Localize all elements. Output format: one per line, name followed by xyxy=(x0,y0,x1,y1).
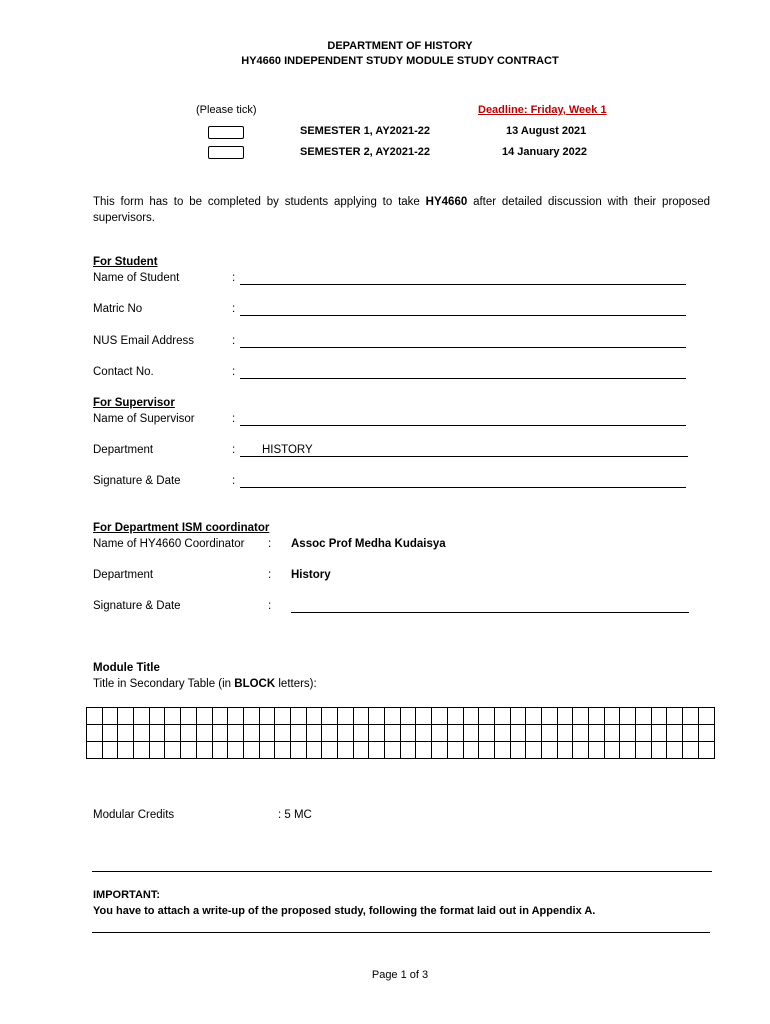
module-title-instruction xyxy=(93,678,317,690)
title-letter-cell[interactable] xyxy=(479,742,495,759)
semester-2-label: SEMESTER 2, AY2021-22 xyxy=(300,146,431,158)
title-letter-cell[interactable] xyxy=(181,742,197,759)
title-letter-cell[interactable] xyxy=(400,725,416,742)
title-letter-cell[interactable] xyxy=(196,708,212,725)
title-letter-cell[interactable] xyxy=(290,742,306,759)
title-letter-cell[interactable] xyxy=(338,742,354,759)
intro-module-code: HY4660 xyxy=(425,196,468,208)
title-letter-cell[interactable] xyxy=(573,708,589,725)
title-letter-cell[interactable] xyxy=(604,725,620,742)
title-letter-cell[interactable] xyxy=(165,708,181,725)
title-letter-cell[interactable] xyxy=(416,708,432,725)
supervisor-name-field[interactable] xyxy=(240,425,686,426)
title-letter-cell[interactable] xyxy=(306,708,322,725)
title-letter-cell[interactable] xyxy=(165,742,181,759)
title-letter-cell[interactable] xyxy=(353,708,369,725)
title-letter-cell[interactable] xyxy=(667,725,683,742)
semester-1-date: 13 August 2021 xyxy=(506,125,587,137)
title-letter-cell[interactable] xyxy=(181,725,197,742)
coordinator-name-value: Assoc Prof Medha Kudaisya xyxy=(291,538,446,550)
title-letter-cell[interactable] xyxy=(259,725,275,742)
title-letter-cell[interactable] xyxy=(196,725,212,742)
colon: : xyxy=(268,600,272,612)
title-letter-cell[interactable] xyxy=(149,725,165,742)
title-letter-cell[interactable] xyxy=(463,742,479,759)
coordinator-department-value: History xyxy=(291,569,331,581)
title-letter-cell[interactable] xyxy=(479,708,495,725)
title-letter-cell[interactable] xyxy=(573,725,589,742)
title-letter-cell[interactable] xyxy=(557,725,573,742)
title-letter-cell[interactable] xyxy=(416,742,432,759)
title-letter-cell[interactable] xyxy=(353,742,369,759)
title-letter-cell[interactable] xyxy=(212,742,228,759)
semester-1-label: SEMESTER 1, AY2021-22 xyxy=(300,125,431,137)
title-letter-cell[interactable] xyxy=(494,725,510,742)
page-number: Page 1 of 3 xyxy=(371,969,429,981)
title-letter-cell[interactable] xyxy=(683,725,699,742)
title-letter-cell[interactable] xyxy=(447,708,463,725)
important-text: You have to attach a write-up of the proposed study, following the format laid out in Appendix A. xyxy=(93,905,596,917)
title-letter-cell[interactable] xyxy=(683,708,699,725)
title-letter-cell[interactable] xyxy=(494,708,510,725)
colon: : xyxy=(232,444,236,456)
coordinator-heading: For Department ISM coordinator xyxy=(93,522,270,534)
title-letter-cell[interactable] xyxy=(589,708,605,725)
title-letter-cell[interactable] xyxy=(275,742,291,759)
supervisor-signature-label: Signature & Date xyxy=(93,475,181,487)
title-letter-cell[interactable] xyxy=(322,742,338,759)
title-letter-cell[interactable] xyxy=(338,725,354,742)
supervisor-signature-field[interactable] xyxy=(240,487,686,488)
title-letter-cell[interactable] xyxy=(149,742,165,759)
title-letter-cell[interactable] xyxy=(259,708,275,725)
title-letter-cell[interactable] xyxy=(134,742,150,759)
title-letter-cell[interactable] xyxy=(102,708,118,725)
title-letter-cell[interactable] xyxy=(243,725,259,742)
intro-text-before: This form has to be completed by students applying to take xyxy=(93,196,426,208)
intro-paragraph xyxy=(93,194,710,226)
title-letter-cell[interactable] xyxy=(557,708,573,725)
title-letter-cell[interactable] xyxy=(275,725,291,742)
title-letter-cell[interactable] xyxy=(494,742,510,759)
title-letter-cell[interactable] xyxy=(196,742,212,759)
title-letter-cell[interactable] xyxy=(651,725,667,742)
divider-bottom xyxy=(92,932,710,933)
title-letter-cell[interactable] xyxy=(636,708,652,725)
matric-no-label: Matric No xyxy=(93,303,143,315)
title-letter-cell[interactable] xyxy=(369,742,385,759)
title-letter-cell[interactable] xyxy=(400,708,416,725)
title-letter-cell[interactable] xyxy=(447,725,463,742)
email-label: NUS Email Address xyxy=(93,335,194,347)
coordinator-signature-label: Signature & Date xyxy=(93,600,181,612)
coordinator-name-label: Name of HY4660 Coordinator xyxy=(93,538,245,550)
title-letter-cell[interactable] xyxy=(181,708,197,725)
title-letter-cell[interactable] xyxy=(102,742,118,759)
coordinator-signature-field[interactable] xyxy=(291,612,689,613)
modular-credits-label: Modular Credits xyxy=(93,809,175,821)
title-letter-cell[interactable] xyxy=(369,725,385,742)
title-letter-cell[interactable] xyxy=(463,708,479,725)
title-letter-cell[interactable] xyxy=(651,708,667,725)
title-letter-cell[interactable] xyxy=(102,725,118,742)
title-letter-cell[interactable] xyxy=(212,708,228,725)
title-letter-cell[interactable] xyxy=(620,708,636,725)
title-letter-cell[interactable] xyxy=(541,742,557,759)
colon: : xyxy=(232,272,236,284)
title-letter-cell[interactable] xyxy=(134,708,150,725)
title-letter-cell[interactable] xyxy=(479,725,495,742)
title-letter-cell[interactable] xyxy=(228,725,244,742)
colon: : xyxy=(232,303,236,315)
title-letter-cell[interactable] xyxy=(385,742,401,759)
contact-no-field[interactable] xyxy=(240,378,686,379)
title-letter-cell[interactable] xyxy=(667,708,683,725)
divider-top xyxy=(92,871,712,872)
title-letter-cell[interactable] xyxy=(134,725,150,742)
title-letter-cell[interactable] xyxy=(651,742,667,759)
intro-text-after: after detailed discussion with their proposed supervisors. xyxy=(93,196,711,224)
colon: : xyxy=(232,335,236,347)
module-title-grid[interactable] xyxy=(86,707,715,759)
title-letter-cell[interactable] xyxy=(636,742,652,759)
supervisor-department-label: Department xyxy=(93,444,154,456)
title-letter-cell[interactable] xyxy=(510,708,526,725)
title-letter-cell[interactable] xyxy=(118,742,134,759)
title-letter-cell[interactable] xyxy=(604,708,620,725)
title-letter-cell[interactable] xyxy=(385,708,401,725)
title-letter-cell[interactable] xyxy=(620,742,636,759)
title-letter-cell[interactable] xyxy=(290,725,306,742)
deadline-label: Deadline: Friday, Week 1 xyxy=(478,104,607,116)
title-letter-cell[interactable] xyxy=(212,725,228,742)
semester-2-checkbox[interactable] xyxy=(208,146,244,159)
title-letter-cell[interactable] xyxy=(275,708,291,725)
title-letter-cell[interactable] xyxy=(385,725,401,742)
title-letter-cell[interactable] xyxy=(541,725,557,742)
title-letter-cell[interactable] xyxy=(432,742,448,759)
please-tick-label: (Please tick) xyxy=(196,104,257,116)
title-letter-cell[interactable] xyxy=(526,742,542,759)
title-letter-cell[interactable] xyxy=(589,725,605,742)
title-letter-cell[interactable] xyxy=(683,742,699,759)
title-letter-cell[interactable] xyxy=(165,725,181,742)
title-letter-cell[interactable] xyxy=(463,725,479,742)
coordinator-department-label: Department xyxy=(93,569,154,581)
title-letter-cell[interactable] xyxy=(322,708,338,725)
student-heading: For Student xyxy=(93,256,158,268)
colon: : xyxy=(232,475,236,487)
title-letter-cell[interactable] xyxy=(698,708,714,725)
title-letter-cell[interactable] xyxy=(369,708,385,725)
title-letter-cell[interactable] xyxy=(322,725,338,742)
email-field[interactable] xyxy=(240,347,686,348)
title-letter-cell[interactable] xyxy=(243,708,259,725)
title-letter-cell[interactable] xyxy=(243,742,259,759)
title-letter-cell[interactable] xyxy=(118,725,134,742)
title-letter-cell[interactable] xyxy=(118,708,134,725)
contact-no-label: Contact No. xyxy=(93,366,154,378)
matric-no-field[interactable] xyxy=(240,315,686,316)
title-letter-cell[interactable] xyxy=(447,742,463,759)
title-letter-cell[interactable] xyxy=(87,742,103,759)
supervisor-name-label: Name of Supervisor xyxy=(93,413,195,425)
title-letter-cell[interactable] xyxy=(620,725,636,742)
title-letter-cell[interactable] xyxy=(698,725,714,742)
colon: : xyxy=(232,413,236,425)
instruction-after: letters): xyxy=(275,678,317,690)
supervisor-department-value: HISTORY xyxy=(262,444,313,456)
modular-credits-value: : 5 MC xyxy=(278,809,312,821)
semester-1-checkbox[interactable] xyxy=(208,126,244,139)
header-line-2: HY4660 INDEPENDENT STUDY MODULE STUDY CONTRACT xyxy=(241,55,559,67)
title-letter-cell[interactable] xyxy=(259,742,275,759)
student-name-field[interactable] xyxy=(240,284,686,285)
title-letter-cell[interactable] xyxy=(290,708,306,725)
title-letter-cell[interactable] xyxy=(306,725,322,742)
title-letter-cell[interactable] xyxy=(432,708,448,725)
student-name-label: Name of Student xyxy=(93,272,180,284)
instruction-before: Title in Secondary Table (in xyxy=(93,678,235,690)
important-heading: IMPORTANT: xyxy=(93,889,161,901)
colon: : xyxy=(268,538,272,550)
colon: : xyxy=(268,569,272,581)
title-letter-cell[interactable] xyxy=(573,742,589,759)
title-letter-cell[interactable] xyxy=(589,742,605,759)
title-letter-cell[interactable] xyxy=(526,725,542,742)
title-letter-cell[interactable] xyxy=(604,742,620,759)
title-letter-cell[interactable] xyxy=(510,725,526,742)
title-letter-cell[interactable] xyxy=(510,742,526,759)
title-letter-cell[interactable] xyxy=(87,708,103,725)
title-letter-cell[interactable] xyxy=(228,708,244,725)
module-title-heading: Module Title xyxy=(93,662,160,674)
title-letter-cell[interactable] xyxy=(541,708,557,725)
title-letter-cell[interactable] xyxy=(353,725,369,742)
title-letter-cell[interactable] xyxy=(228,742,244,759)
semester-2-date: 14 January 2022 xyxy=(502,146,588,158)
colon: : xyxy=(232,366,236,378)
title-letter-cell[interactable] xyxy=(338,708,354,725)
title-letter-cell[interactable] xyxy=(557,742,573,759)
title-letter-cell[interactable] xyxy=(432,725,448,742)
title-letter-cell[interactable] xyxy=(149,708,165,725)
title-letter-cell[interactable] xyxy=(87,725,103,742)
supervisor-department-field[interactable] xyxy=(240,456,688,457)
title-letter-cell[interactable] xyxy=(698,742,714,759)
title-letter-cell[interactable] xyxy=(400,742,416,759)
title-letter-cell[interactable] xyxy=(526,708,542,725)
title-letter-cell[interactable] xyxy=(636,725,652,742)
instruction-block: BLOCK xyxy=(234,678,276,690)
supervisor-heading: For Supervisor xyxy=(93,397,175,409)
title-letter-cell[interactable] xyxy=(416,725,432,742)
header-line-1: DEPARTMENT OF HISTORY xyxy=(327,40,473,52)
title-letter-cell[interactable] xyxy=(306,742,322,759)
title-letter-cell[interactable] xyxy=(667,742,683,759)
